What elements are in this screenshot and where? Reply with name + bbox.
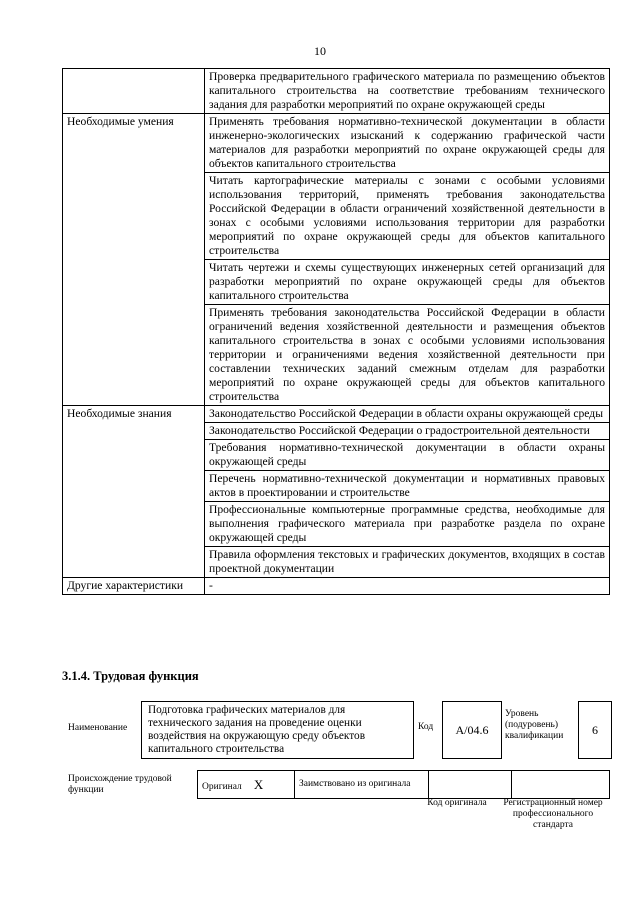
row-value: Перечень нормативно-технической документации и нормативных правовых актов в проектировании и строительстве (205, 471, 610, 502)
origin-table (197, 770, 610, 799)
table-row (63, 114, 610, 173)
row-value: Проверка предварительного графического материала по размещению объектов капитального строительства на соответствие требованиям технического задания для разработки мероприятий по охране окружающей среды (205, 69, 610, 114)
level-label: Уровень (подуровень) квалификации (505, 709, 564, 741)
row-value: Законодательство Российской Федерации о градостроительной деятельности (205, 423, 610, 440)
row-value: Профессиональные компьютерные программные средства, необходимые для выполнения графического материала при разработке раздела по охране окружающей среды (205, 502, 610, 547)
borrowed-cell: Заимствовано из оригинала (295, 771, 429, 799)
table-row (63, 578, 610, 595)
row-value: - (205, 578, 610, 595)
caption-original-code: Код оригинала (427, 798, 487, 808)
code-label: Код (418, 722, 434, 732)
page-number: 10 (314, 44, 326, 58)
name-label: Наименование (68, 723, 128, 733)
row-label-knowledge: Необходимые знания (63, 406, 205, 578)
name-value: Подготовка графических материалов для технического задания на проведение оценки воздействия на окружающую среду объектов капитального строительства (148, 704, 366, 755)
row-label (63, 69, 205, 114)
skills-table (62, 68, 610, 595)
table-row (63, 69, 610, 114)
row-label-skills: Необходимые умения (63, 114, 205, 406)
row-value: Применять требования нормативно-технической документации в области инженерно-экологических изысканий к содержанию графической части материалов для разработки мероприятий по охране окружающей среды для объектов капитального строительства (205, 114, 610, 173)
caption-reg-number: Регистрационный номер профессионального стандарта (503, 798, 603, 830)
reg-number-cell (512, 771, 610, 799)
origin-label: Происхождение трудовой функции (68, 774, 172, 795)
table-row (63, 406, 610, 423)
original-cell (198, 771, 295, 799)
row-label-other: Другие характеристики (63, 578, 205, 595)
original-label: Оригинал (202, 781, 242, 792)
name-box (141, 701, 414, 759)
row-value: Применять требования законодательства Российской Федерации в области ограничений ведения хозяйственной деятельности и размещения объектов капитального строительства в зонах с особыми условиями использования территории и ограничениями ведения хозяйственной деятельности при составлении технических заданий смежным отделам для разработки мероприятий по охране окружающей среды для объектов капитального строительства (205, 305, 610, 406)
row-value: Читать чертежи и схемы существующих инженерных сетей организаций для разработки мероприятий по охране окружающей среды для объектов капитального строительства (205, 260, 610, 305)
original-code-cell (429, 771, 512, 799)
row-value: Правила оформления текстовых и графических документов, входящих в состав проектной документации (205, 547, 610, 578)
row-value: Читать картографические материалы с зонами с особыми условиями использования территорий, применять требования законодательства Российской Федерации в области ограничений хозяйственной деятельности в зонах с особыми условиями использования территории для разработки мероприятий по охране окружающей среды для объектов капитального строительства (205, 173, 610, 260)
original-mark: X (253, 776, 264, 792)
row-value: Требования нормативно-технической документации в области охраны окружающей среды (205, 440, 610, 471)
section-heading: 3.1.4. Трудовая функция (62, 669, 199, 683)
code-value: A/04.6 (442, 701, 502, 759)
level-value: 6 (578, 701, 612, 759)
row-value: Законодательство Российской Федерации в области охраны окружающей среды (205, 406, 610, 423)
